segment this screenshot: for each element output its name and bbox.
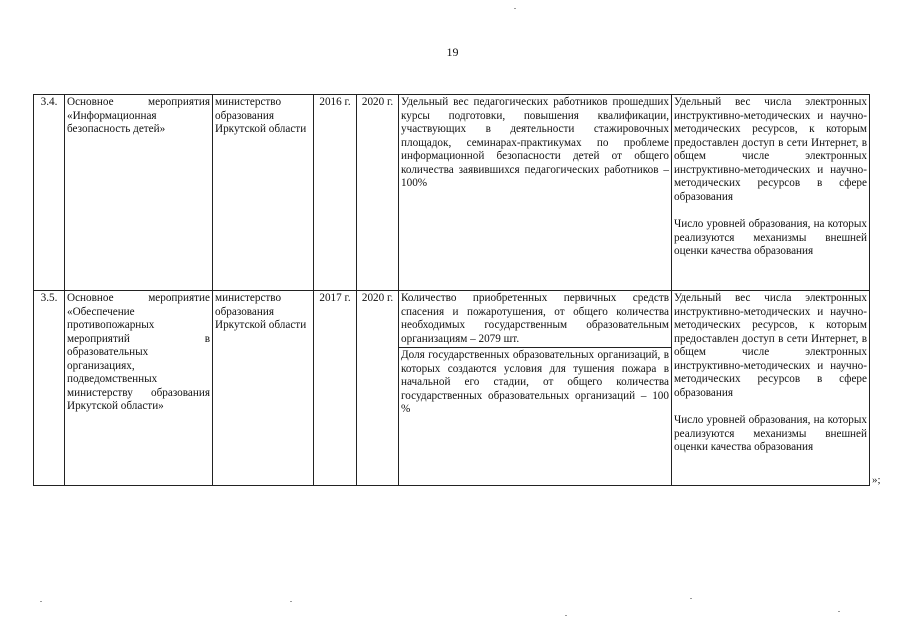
row-number: 3.5. [34,291,65,486]
table-row [34,291,870,486]
indicator: Удельный вес педагогических работников прошедших курсы подготовки, повышения квалификации, участвующих в деятельности стажировочных площадок, семинарах-практикумах по проблеме информационной безопасности детей от общего количества заявившихся педагогических работников – 100% [399,95,672,291]
executor: министерство образования Иркутской области [213,95,314,291]
end-year: 2020 г. [357,95,399,291]
program-indicator: Число уровней образования, на которых реализуются механизмы внешней оценки качества образования [674,414,867,453]
scan-speck [565,615,567,616]
row-number: 3.4. [34,95,65,291]
start-year: 2016 г. [314,95,357,291]
indicator: Количество приобретенных первичных средств спасения и пожаротушения, от общего количества необходимых государственным образовательным организациям – 2079 шт. [401,292,669,345]
page-number: 19 [446,45,459,59]
program-indicators [672,95,870,291]
scan-speck [514,8,516,9]
end-year: 2020 г. [357,291,399,486]
program-indicator: Число уровней образования, на которых реализуются механизмы внешней оценки качества образования [674,218,867,257]
measures-table [33,94,870,486]
measure-name: Основное мероприятия «Информационная безопасность детей» [65,95,213,291]
program-indicator: Удельный вес числа электронных инструктивно-методических и научно-методических ресурсов, к которым предоставлен доступ в сети Интернет, в общем числе электронных инструктивно-методических и научно-методических ресурсов в сфере образования [674,292,867,399]
scan-speck [690,598,692,599]
executor: министерство образования Иркутской области [213,291,314,486]
indicators [399,291,672,486]
table-row [34,95,870,291]
measure-name: Основное мероприятие «Обеспечение противопожарных мероприятий в образовательных организациях, подведомственных министерству образования Иркутской области» [65,291,213,486]
scan-speck [838,611,840,612]
start-year: 2017 г. [314,291,357,486]
program-indicator: Удельный вес числа электронных инструктивно-методических и научно-методических ресурсов, к которым предоставлен доступ в сети Интернет, в общем числе электронных инструктивно-методических и научно-методических ресурсов в сфере образования [674,96,867,203]
indicator: Доля государственных образовательных организаций, в которых создаются условия для тушения пожара в начальной его стадии, от общего количества государственных образовательных организаций – 100 % [399,347,671,418]
closing-quote: »; [872,474,881,486]
scan-speck [40,601,42,602]
scan-speck [290,601,292,602]
program-indicators [672,291,870,486]
